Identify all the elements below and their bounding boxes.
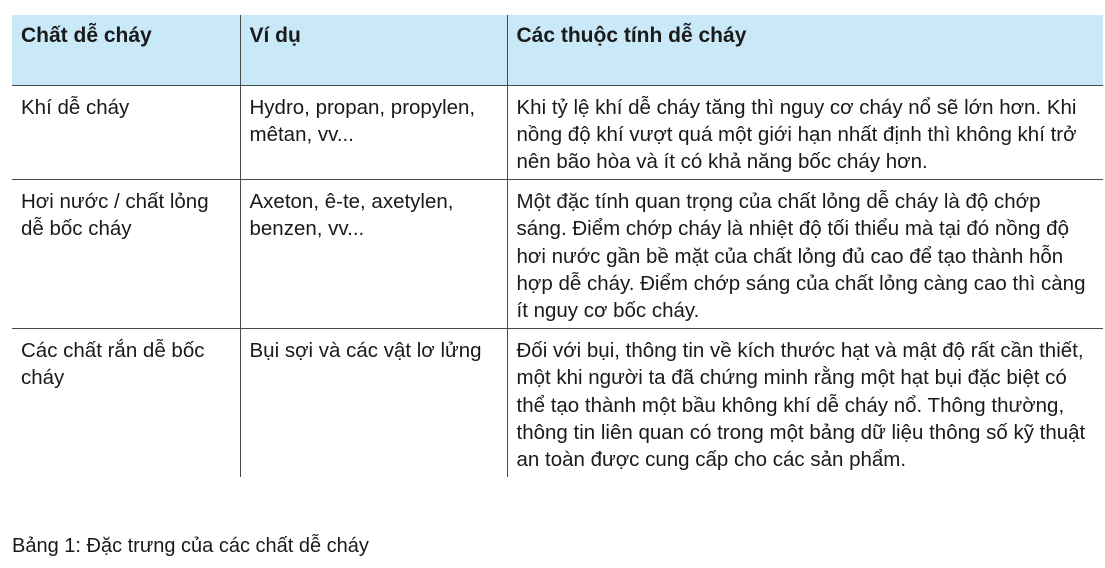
cell-examples: Axeton, ê-te, axetylen, benzen, vv... <box>240 179 507 328</box>
cell-substance: Các chất rắn dễ bốc cháy <box>21 338 205 390</box>
header-properties: Các thuộc tính dễ cháy <box>507 15 1103 85</box>
cell-examples: Hydro, propan, propylen, mêtan, vv... <box>240 85 507 179</box>
cell-examples: Bụi sợi và các vật lơ lửng <box>240 328 507 477</box>
header-examples: Ví dụ <box>240 15 507 85</box>
flammable-substances-table <box>12 15 1103 477</box>
flammable-substances-table-wrapper <box>12 15 1103 477</box>
cell-properties: Khi tỷ lệ khí dễ cháy tăng thì nguy cơ cháy nổ sẽ lớn hơn. Khi nồng độ khí vượt quá một giới hạn nhất định thì không khí trở nên bão hòa và ít có khả năng bốc cháy hơn. <box>507 85 1103 179</box>
table-caption: Bảng 1: Đặc trưng của các chất dễ cháy <box>12 535 369 557</box>
table-header <box>12 15 1103 85</box>
table-row <box>12 85 1103 179</box>
cell-properties: Một đặc tính quan trọng của chất lỏng dễ cháy là độ chớp sáng. Điểm chớp cháy là nhiệt độ tối thiểu mà tại đó nồng độ hơi nước gần bề mặt của chất lỏng đủ cao để tạo thành hỗn hợp dễ cháy. Điểm chớp sáng của chất lỏng càng cao thì càng ít nguy cơ bốc cháy. <box>507 179 1103 328</box>
cell-substance: Hơi nước / chất lỏng dễ bốc cháy <box>12 179 240 328</box>
header-substance: Chất dễ cháy <box>12 15 240 85</box>
cell-properties: Đối với bụi, thông tin về kích thước hạt và mật độ rất cần thiết, một khi người ta đã chứng minh rằng một hạt bụi đặc biệt có thể tạo thành một bầu không khí dễ cháy nổ. Thông thường, thông tin liên quan có trong một bảng dữ liệu thông số kỹ thuật an toàn được cung cấp cho các sản phẩm. <box>507 328 1103 477</box>
table-body <box>12 85 1103 477</box>
table-row <box>12 328 1103 477</box>
cell-substance: Khí dễ cháy <box>12 85 240 179</box>
table-row <box>12 179 1103 328</box>
header-row <box>12 15 1103 85</box>
